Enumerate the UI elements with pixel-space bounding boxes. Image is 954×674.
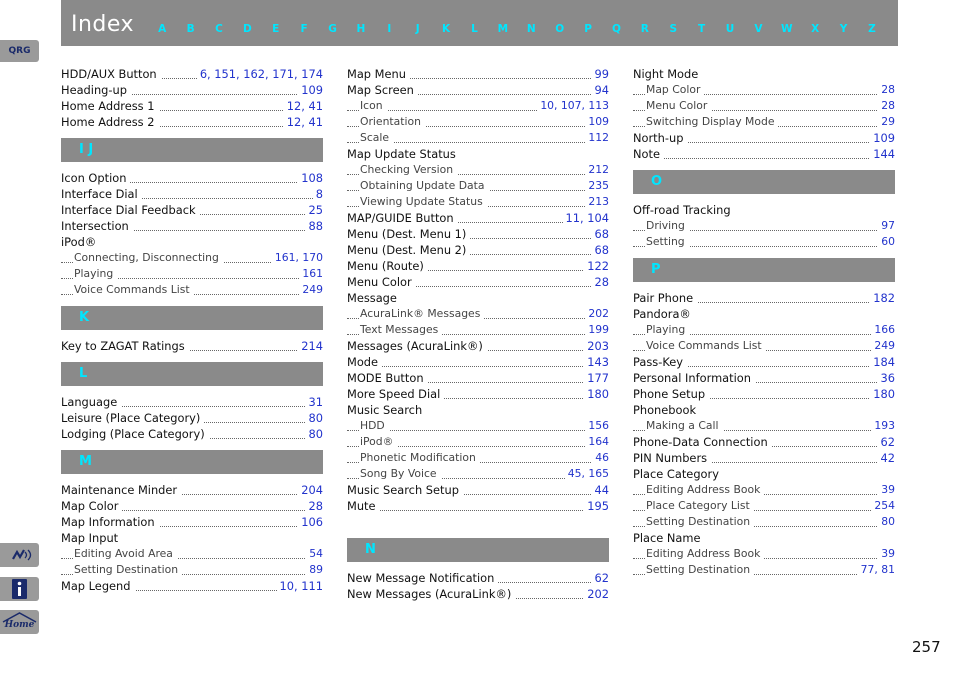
entry-label: Driving (646, 219, 689, 232)
entry-label: Setting (646, 235, 689, 248)
entry-label: MODE Button (347, 371, 428, 385)
page-link[interactable]: 77, 81 (858, 562, 895, 578)
index-entry (347, 226, 609, 242)
index-subentry (61, 546, 323, 562)
page-link[interactable]: 62 (878, 434, 896, 450)
alpha-link-i[interactable]: I (387, 23, 392, 35)
index-entry (633, 202, 895, 218)
section-letter: L (79, 366, 88, 381)
index-entry (347, 402, 609, 418)
index-entry (347, 66, 609, 82)
page-link[interactable]: 235 (585, 178, 609, 194)
page-link[interactable]: 177 (584, 370, 609, 386)
index-entry (633, 354, 895, 370)
entry-label: Orientation (360, 115, 425, 128)
entry-label: Home Address 2 (61, 115, 159, 129)
index-entry (61, 394, 323, 410)
index-subentry (347, 466, 609, 482)
page-link[interactable]: 184 (870, 354, 895, 370)
entry-label: Place Name (633, 531, 705, 545)
entry-label: Song By Voice (360, 467, 441, 480)
page-link[interactable]: 161 (299, 266, 323, 282)
entry-label: Phonetic Modification (360, 451, 480, 464)
alpha-link-o[interactable]: O (555, 23, 565, 35)
entry-label: iPod® (360, 435, 397, 448)
index-entry (347, 210, 609, 226)
index-subentry (347, 114, 609, 130)
entry-label: Map Screen (347, 83, 418, 97)
index-column-1 (61, 66, 323, 594)
section-header (633, 170, 895, 194)
entry-label: Voice Commands List (646, 339, 766, 352)
index-subentry (347, 178, 609, 194)
alpha-link-r[interactable]: R (640, 23, 649, 35)
page-link[interactable]: 10, 111 (277, 578, 323, 594)
home-icon (0, 610, 39, 634)
entry-label: HDD/AUX Button (61, 67, 161, 81)
alpha-link-y[interactable]: Y (839, 23, 848, 35)
page-link[interactable]: 11, 104 (563, 210, 609, 226)
entry-label: Setting Destination (646, 515, 754, 528)
index-subentry (347, 194, 609, 210)
entry-label: Map Legend (61, 579, 135, 593)
entry-label: Language (61, 395, 121, 409)
alphabet-nav (148, 23, 886, 35)
page-link[interactable]: 249 (299, 282, 323, 298)
entry-label: Icon (360, 99, 387, 112)
index-entry (61, 410, 323, 426)
index-subentry (633, 562, 895, 578)
index-subentry (633, 338, 895, 354)
index-entry (61, 514, 323, 530)
alpha-link-v[interactable]: V (754, 23, 763, 35)
section-header (347, 538, 609, 562)
index-subentry (633, 322, 895, 338)
index-entry (633, 434, 895, 450)
entry-label: Connecting, Disconnecting (74, 251, 223, 264)
section-letter: I J (79, 142, 94, 157)
alpha-link-a[interactable]: A (158, 23, 167, 35)
home-label: Home (4, 620, 35, 630)
index-entry (61, 202, 323, 218)
index-entry (61, 218, 323, 234)
index-header (61, 0, 898, 46)
entry-label: Map Color (61, 499, 122, 513)
entry-label: Note (633, 147, 664, 161)
entry-label: Making a Call (646, 419, 723, 432)
entry-label: Map Information (61, 515, 159, 529)
entry-label: Interface Dial Feedback (61, 203, 200, 217)
index-entry (633, 450, 895, 466)
page-link[interactable]: 12, 41 (284, 98, 323, 114)
page-link[interactable]: 62 (592, 570, 610, 586)
section-header (61, 450, 323, 474)
home-button[interactable] (0, 610, 39, 634)
entry-label: Mode (347, 355, 382, 369)
entry-label: New Message Notification (347, 571, 498, 585)
index-entry (61, 170, 323, 186)
section-header (61, 306, 323, 330)
entry-label: North-up (633, 131, 687, 145)
index-entry (61, 186, 323, 202)
index-subentry (633, 218, 895, 234)
entry-label: Map Menu (347, 67, 410, 81)
index-subentry (61, 266, 323, 282)
entry-label: Maintenance Minder (61, 483, 181, 497)
entry-label: Map Update Status (347, 147, 460, 161)
index-entry (633, 306, 895, 322)
page-link[interactable]: 28 (306, 498, 324, 514)
index-entry (347, 338, 609, 354)
page-link[interactable]: 68 (592, 226, 610, 242)
entry-label: Pass-Key (633, 355, 687, 369)
page-link[interactable]: 42 (878, 450, 896, 466)
entry-label: Menu (Route) (347, 259, 428, 273)
entry-label: Place Category List (646, 499, 754, 512)
page-link[interactable]: 28 (878, 82, 895, 98)
entry-label: Setting Destination (74, 563, 182, 576)
alpha-link-n[interactable]: N (526, 23, 536, 35)
alpha-link-t[interactable]: T (698, 23, 706, 35)
page-link[interactable]: 109 (870, 130, 895, 146)
alpha-link-d[interactable]: D (243, 23, 252, 35)
section-header (61, 362, 323, 386)
alpha-link-q[interactable]: Q (611, 23, 621, 35)
entry-label: Obtaining Update Data (360, 179, 489, 192)
page-link[interactable]: 36 (878, 370, 896, 386)
alpha-link-f[interactable]: F (300, 23, 308, 35)
index-entry (633, 402, 895, 418)
page-link[interactable]: 166 (871, 322, 895, 338)
entry-label: Map Input (61, 531, 122, 545)
entry-label: Icon Option (61, 171, 130, 185)
entry-label: Music Search (347, 403, 426, 417)
page-link[interactable]: 122 (584, 258, 609, 274)
page-link[interactable]: 12, 41 (284, 114, 323, 130)
page-link[interactable]: 112 (585, 130, 609, 146)
page-title: Index (71, 12, 135, 37)
page-link[interactable]: 25 (306, 202, 324, 218)
page-link[interactable]: 164 (585, 434, 609, 450)
page-link[interactable]: 80 (306, 426, 324, 442)
alpha-link-w[interactable]: W (780, 23, 793, 35)
entry-label: Setting Destination (646, 563, 754, 576)
page-link[interactable]: 109 (298, 82, 323, 98)
index-subentry (347, 306, 609, 322)
index-subentry (633, 498, 895, 514)
page-link[interactable]: 203 (584, 338, 609, 354)
index-subentry (633, 114, 895, 130)
index-subentry (633, 98, 895, 114)
page-link[interactable]: 214 (298, 338, 323, 354)
index-entry (347, 274, 609, 290)
index-entry (347, 482, 609, 498)
alpha-link-b[interactable]: B (186, 23, 195, 35)
alpha-link-m[interactable]: M (497, 23, 509, 35)
page-link[interactable]: 46 (592, 450, 609, 466)
entry-label: New Messages (AcuraLink®) (347, 587, 515, 601)
page-link[interactable]: 161, 170 (272, 250, 323, 266)
index-entry (61, 114, 323, 130)
page-link[interactable]: 182 (870, 290, 895, 306)
entry-label: MAP/GUIDE Button (347, 211, 458, 225)
page-link[interactable]: 254 (871, 498, 895, 514)
entry-label: Music Search Setup (347, 483, 463, 497)
entry-label: Personal Information (633, 371, 755, 385)
page-link[interactable]: 28 (592, 274, 610, 290)
alpha-link-z[interactable]: Z (868, 23, 876, 35)
index-entry (347, 586, 609, 602)
index-column-2 (347, 66, 609, 602)
index-entry (61, 426, 323, 442)
entry-label: Menu (Dest. Menu 1) (347, 227, 470, 241)
index-subentry (61, 282, 323, 298)
index-entry (633, 370, 895, 386)
page-link[interactable]: 88 (306, 218, 324, 234)
index-entry (347, 290, 609, 306)
alpha-link-s[interactable]: S (669, 23, 677, 35)
index-subentry (61, 562, 323, 578)
entry-label: Phone-Data Connection (633, 435, 772, 449)
section-letter: K (79, 310, 90, 325)
page-link[interactable]: 109 (585, 114, 609, 130)
page-link[interactable]: 80 (878, 514, 895, 530)
index-subentry (61, 250, 323, 266)
index-subentry (347, 418, 609, 434)
entry-label: Editing Address Book (646, 483, 764, 496)
index-entry (633, 386, 895, 402)
section-letter: M (79, 454, 92, 469)
entry-label: Key to ZAGAT Ratings (61, 339, 189, 353)
entry-label: Menu (Dest. Menu 2) (347, 243, 470, 257)
entry-label: Pair Phone (633, 291, 697, 305)
index-entry (61, 66, 323, 82)
entry-label: Playing (74, 267, 117, 280)
index-subentry (347, 434, 609, 450)
entry-label: AcuraLink® Messages (360, 307, 484, 320)
alpha-link-l[interactable]: L (471, 23, 478, 35)
page-link[interactable]: 10, 107, 113 (537, 98, 609, 114)
alpha-link-x[interactable]: X (811, 23, 820, 35)
section-letter: N (365, 542, 376, 557)
entry-label: Message (347, 291, 401, 305)
page-link[interactable]: 143 (584, 354, 609, 370)
entry-label: Editing Avoid Area (74, 547, 177, 560)
entry-label: Phone Setup (633, 387, 709, 401)
index-entry (61, 338, 323, 354)
page-link[interactable]: 8 (313, 186, 323, 202)
index-entry (61, 482, 323, 498)
entry-label: Voice Commands List (74, 283, 194, 296)
page-link[interactable]: 29 (878, 114, 895, 130)
entry-label: Lodging (Place Category) (61, 427, 209, 441)
index-entry (633, 66, 895, 82)
section-letter: O (651, 174, 663, 189)
index-subentry (633, 482, 895, 498)
page-link[interactable]: 212 (585, 162, 609, 178)
page-link[interactable]: 6, 151, 162, 171, 174 (197, 66, 323, 82)
entry-label: Night Mode (633, 67, 702, 81)
page-link[interactable]: 60 (878, 234, 895, 250)
info-icon (0, 577, 39, 601)
entry-label: Interface Dial (61, 187, 142, 201)
entry-label: HDD (360, 419, 389, 432)
page-link[interactable]: 99 (592, 66, 610, 82)
index-subentry (347, 162, 609, 178)
entry-label: Home Address 1 (61, 99, 159, 113)
page-link[interactable]: 106 (298, 514, 323, 530)
index-entry (347, 386, 609, 402)
index-subentry (633, 546, 895, 562)
page-link[interactable]: 45, 165 (565, 466, 609, 482)
index-entry (61, 234, 323, 250)
section-letter: P (651, 262, 661, 277)
page-link[interactable]: 31 (306, 394, 324, 410)
index-subentry (633, 82, 895, 98)
entry-label: iPod® (61, 235, 100, 249)
index-entry (347, 498, 609, 514)
alpha-link-u[interactable]: U (725, 23, 735, 35)
entry-label: PIN Numbers (633, 451, 711, 465)
entry-label: Editing Address Book (646, 547, 764, 560)
page-link[interactable]: 202 (585, 306, 609, 322)
page-link[interactable]: 193 (871, 418, 895, 434)
entry-label: Checking Version (360, 163, 457, 176)
alpha-link-e[interactable]: E (272, 23, 280, 35)
entry-label: Switching Display Mode (646, 115, 778, 128)
alpha-link-k[interactable]: K (442, 23, 451, 35)
entry-label: Viewing Update Status (360, 195, 487, 208)
page-link[interactable]: 199 (585, 322, 609, 338)
voice-command-button[interactable] (0, 543, 39, 567)
index-entry (61, 530, 323, 546)
page-link[interactable]: 89 (306, 562, 323, 578)
section-header (61, 138, 323, 162)
index-entry (347, 146, 609, 162)
index-entry (633, 466, 895, 482)
entry-label: Place Category (633, 467, 723, 481)
index-entry (61, 98, 323, 114)
index-entry (633, 290, 895, 306)
page-link[interactable]: 39 (878, 482, 895, 498)
entry-label: Menu Color (347, 275, 416, 289)
index-entry (633, 146, 895, 162)
page-link[interactable]: 68 (592, 242, 610, 258)
alpha-link-h[interactable]: H (356, 23, 366, 35)
entry-label: Leisure (Place Category) (61, 411, 204, 425)
index-entry (347, 242, 609, 258)
page-link[interactable]: 108 (298, 170, 323, 186)
section-header (633, 258, 895, 282)
index-subentry (347, 130, 609, 146)
page-link[interactable]: 180 (870, 386, 895, 402)
index-entry (633, 530, 895, 546)
qrg-button[interactable]: QRG (0, 40, 39, 62)
page-number: 257 (912, 638, 941, 656)
entry-label: Intersection (61, 219, 133, 233)
entry-label: Mute (347, 499, 380, 513)
alpha-link-g[interactable]: G (328, 23, 337, 35)
index-entry (61, 498, 323, 514)
entry-label: Map Color (646, 83, 704, 96)
voice-command-icon (0, 543, 39, 567)
page-link[interactable]: 156 (585, 418, 609, 434)
alpha-link-c[interactable]: C (215, 23, 223, 35)
page-link[interactable]: 195 (584, 498, 609, 514)
index-column-3 (633, 66, 895, 578)
index-entry (347, 258, 609, 274)
alpha-link-j[interactable]: J (415, 23, 420, 35)
index-entry (347, 354, 609, 370)
index-subentry (633, 418, 895, 434)
page-link[interactable]: 144 (870, 146, 895, 162)
alpha-link-p[interactable]: P (584, 23, 592, 35)
page-link[interactable]: 39 (878, 546, 895, 562)
page-link[interactable]: 213 (585, 194, 609, 210)
index-entry (61, 82, 323, 98)
page-link[interactable]: 202 (584, 586, 609, 602)
page-link[interactable]: 28 (878, 98, 895, 114)
entry-label: Messages (AcuraLink®) (347, 339, 487, 353)
index-entry (347, 370, 609, 386)
entry-label: Text Messages (360, 323, 442, 336)
entry-label: Off-road Tracking (633, 203, 735, 217)
entry-label: Playing (646, 323, 689, 336)
page-link[interactable]: 180 (584, 386, 609, 402)
index-subentry (347, 98, 609, 114)
page-link[interactable]: 249 (871, 338, 895, 354)
index-subentry (347, 322, 609, 338)
index-subentry (347, 450, 609, 466)
index-entry (633, 130, 895, 146)
page-link[interactable]: 80 (306, 410, 324, 426)
entry-label: Pandora® (633, 307, 695, 321)
entry-label: More Speed Dial (347, 387, 444, 401)
info-button[interactable] (0, 577, 39, 601)
entry-label: Scale (360, 131, 393, 144)
entry-label: Phonebook (633, 403, 700, 417)
index-subentry (633, 514, 895, 530)
index-subentry (633, 234, 895, 250)
index-entry (347, 570, 609, 586)
spacer (347, 514, 609, 530)
page-link[interactable]: 44 (592, 482, 610, 498)
entry-label: Heading-up (61, 83, 131, 97)
index-entry (61, 578, 323, 594)
index-entry (347, 82, 609, 98)
page-link[interactable]: 97 (878, 218, 895, 234)
page-link[interactable]: 94 (592, 82, 610, 98)
entry-label: Menu Color (646, 99, 711, 112)
page-link[interactable]: 54 (306, 546, 323, 562)
page-link[interactable]: 204 (298, 482, 323, 498)
